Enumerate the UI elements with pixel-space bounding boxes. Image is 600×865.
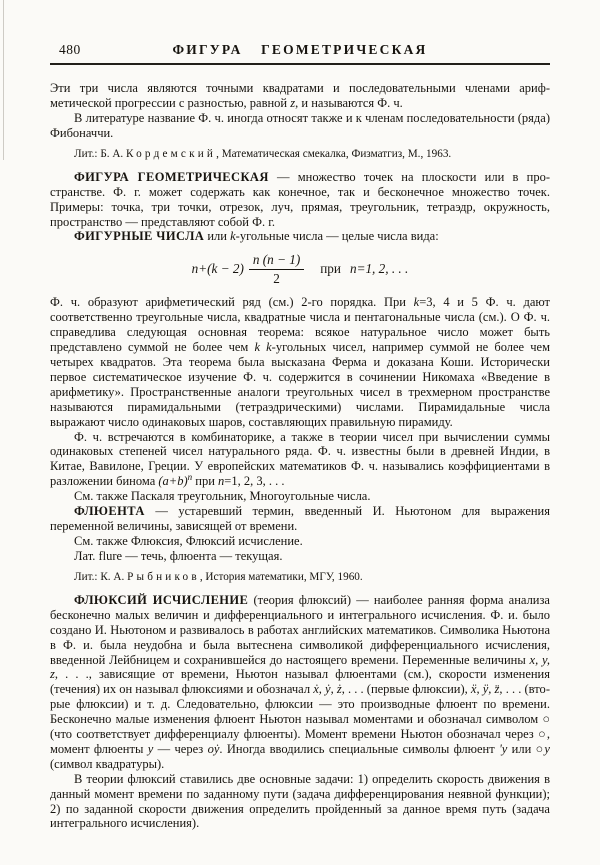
- text-run: , . . ., зависящие от времени, Ньютон называл флюентами (см.), скорости изменения (течения) их он называл флюксиями и обозначал: [50, 667, 550, 697]
- entry-figura-geometricheskaya: [50, 170, 550, 230]
- text-run: , История математики, МГУ, 1960.: [199, 570, 363, 583]
- article-body-top: [50, 81, 550, 244]
- scan-edge-artifact: [3, 0, 4, 160]
- paragraph-figurate-continuation: [50, 81, 550, 111]
- text-run: =1, 2, 3, . . .: [224, 474, 285, 489]
- entry-headword: ФЛЮКСИЙ ИСЧИСЛЕНИЕ: [74, 592, 249, 607]
- text-run: (теория флюксий) — наиболее ранняя форма анализа бесконечно малых величин и дифференциального и интегрального исчисления. Ф. и. было создано И. Ньютоном и развивалось в работах английских математиков. Символика Ньютона в Ф. и. была неудобна и была вытеснена символикой дифференциального исчисления, введенной Лейбницем и сохранившейся до настоящего времени. Переменные величины: [50, 592, 550, 667]
- text-run: ẍ, ÿ, z̈: [470, 682, 500, 697]
- text-run: k k: [254, 340, 272, 355]
- text-run: Кордемский: [126, 147, 217, 160]
- page-header: [50, 42, 550, 59]
- entry-fluenta: [50, 504, 550, 534]
- text-run: z: [290, 95, 296, 110]
- text-run: ẋ, ẏ, ż: [313, 682, 342, 697]
- text-run: или ○: [507, 741, 545, 756]
- text-run: Лит.:: [74, 570, 101, 583]
- header-rule: [50, 63, 550, 65]
- text-run: — через: [153, 741, 208, 756]
- figurate-numbers-formula: [50, 252, 550, 286]
- text-run: (символ квадратуры).: [50, 756, 165, 771]
- text-run: , и называются Ф. ч.: [295, 95, 403, 110]
- text-run: Лит.:: [74, 147, 101, 160]
- text-run: y: [147, 741, 154, 756]
- text-run: -угольные числа — целые числа вида:: [235, 229, 439, 244]
- text-run: См. также Флюксия, Флюксий исчисление.: [74, 533, 303, 548]
- running-title: ФИГУРА ГЕОМЕТРИЧЕСКАЯ: [172, 42, 428, 57]
- formula-fraction: [249, 252, 304, 286]
- text-run: — устаревший термин, введенный И. Ньютоном для выражения переменной величины, зависящей от времени.: [50, 504, 550, 533]
- entry-headword: ФЛЮЕНТА: [74, 504, 145, 519]
- formula-numerator: n (n − 1): [249, 252, 304, 269]
- text-run: x, y, z: [50, 652, 550, 682]
- text-run: 'y: [499, 741, 508, 756]
- text-run: oẏ: [207, 741, 220, 756]
- text-run: при: [192, 474, 219, 489]
- text-run: Рыбников: [127, 570, 200, 583]
- text-run: =3, 4 и 5 Ф. ч. дают соответственно треугольные числа, квадратные числа и пентагональные числа (см.). О Ф. ч. справедлива следующая основная теорема: всякое натуральное число может быть представлено суммой не более чем: [50, 295, 550, 355]
- entry-headword: ФИГУРА ГЕОМЕТРИЧЕСКАЯ: [74, 169, 269, 184]
- literature-reference-kordemsky: [50, 148, 550, 161]
- text-run: — множество точек на плоскости или в пространстве. Ф. г. может содержать как конечное, так и бесконечное множество точек. Примеры: точка, три точки, отрезок, луч, прямая, треугольник, тетраэдр, окружность, пространство — представляют собой Ф. г.: [50, 169, 550, 229]
- text-run: (a+b): [158, 474, 188, 489]
- text-run: Эти три числа являются точными квадратами и последовательными членами арифметической прогрессии с разностью, равной: [50, 81, 550, 110]
- text-run: k: [413, 295, 420, 310]
- text-run: К. А.: [100, 570, 128, 583]
- text-run: В литературе название Ф. ч. иногда относят также и к членам последовательности (ряда) Фибоначчи.: [50, 110, 550, 140]
- paragraph-fibonacci-note: [50, 111, 550, 141]
- paragraph-fluxion-problems: [50, 772, 550, 832]
- text-run: y: [544, 741, 550, 756]
- text-run: n: [218, 474, 225, 489]
- article-body-bottom: [50, 295, 550, 831]
- text-run: n: [187, 472, 193, 483]
- text-run: , Математическая смекалка, Физматгиз, М., 1963.: [216, 147, 452, 160]
- formula-denominator: 2: [273, 270, 280, 286]
- formula-lhs: n+(k − 2): [191, 260, 244, 276]
- text-run: . Иногда вводились специальные символы флюент: [219, 741, 500, 756]
- paragraph-figurate-properties: [50, 295, 550, 429]
- text-run: Ф. ч. образуют арифметический ряд (см.) 2-го порядка. При: [50, 295, 414, 310]
- text-run: , . . . (первые флюксии),: [341, 682, 471, 697]
- text-run: k: [230, 229, 236, 244]
- formula-condition: n=1, 2, . . .: [349, 260, 409, 276]
- text-run: В теории флюксий ставились две основные задачи: 1) определить скорость движения в данный момент времени по заданному пути (задача дифференцирования неявной функции); 2) по заданной скорости движения определить пройденный за данное время путь (задача интегрального исчисления).: [50, 771, 550, 831]
- entry-headword: ФИГУРНЫЕ ЧИСЛА: [74, 229, 205, 244]
- text-run: Ф. ч. встречаются в комбинаторике, а также в теории чисел при вычислении суммы одинаковых степеней чисел натурального ряда. Ф. ч. известны были в древней Индии, в Китае, Вавилоне, Греции. У европейских математиков Ф. ч. назывались коэффициентами в разложении бинома: [50, 429, 550, 489]
- text-run: Лат. flure — течь, флюента — текущая.: [74, 548, 283, 563]
- entry-fluksiy-ischislenie: [50, 593, 550, 772]
- page-number: 480: [59, 42, 81, 57]
- text-run: , . . . (вторые флюксии) и т. д. Следовательно, флюксии — это производные флюент по времени. Бесконечно малые изменения флюент Ньютон называл моментами и обозначал символом ○ (что соответствует дифференциалу флюенты). Момент времени Ньютон обозначал через ○, момент флюенты: [50, 682, 550, 756]
- text-run: -угольных чисел, например суммой не более чем четырех квадратов. Эта теорема была высказана Ферма и доказана Коши. Исторически первое систематическое изучение Ф. ч. содержится в сочинении Никомаха «Введение в арифметику». Пространственные аналоги треугольных чисел в трехмерном пространстве называются пирамидальными (тетраэдрическими) числами. Пирамидальные числа выражают число одинаковых шаров, составляющих правильную пирамиду.: [50, 340, 550, 429]
- paragraph-figurate-history: [50, 430, 550, 490]
- article-body: [50, 81, 550, 831]
- see-also-pascal-triangle: [50, 489, 550, 504]
- literature-reference-rybnikov: [50, 571, 550, 584]
- text-run: или: [204, 229, 231, 244]
- latin-etymology: [50, 549, 550, 564]
- text-run: Б. А.: [100, 147, 127, 160]
- see-also-fluxia: [50, 534, 550, 549]
- entry-figurnye-chisla: [50, 229, 550, 244]
- formula-condition-word: при: [320, 260, 341, 276]
- text-run: См. также Паскаля треугольник, Многоугольные числа.: [74, 489, 371, 504]
